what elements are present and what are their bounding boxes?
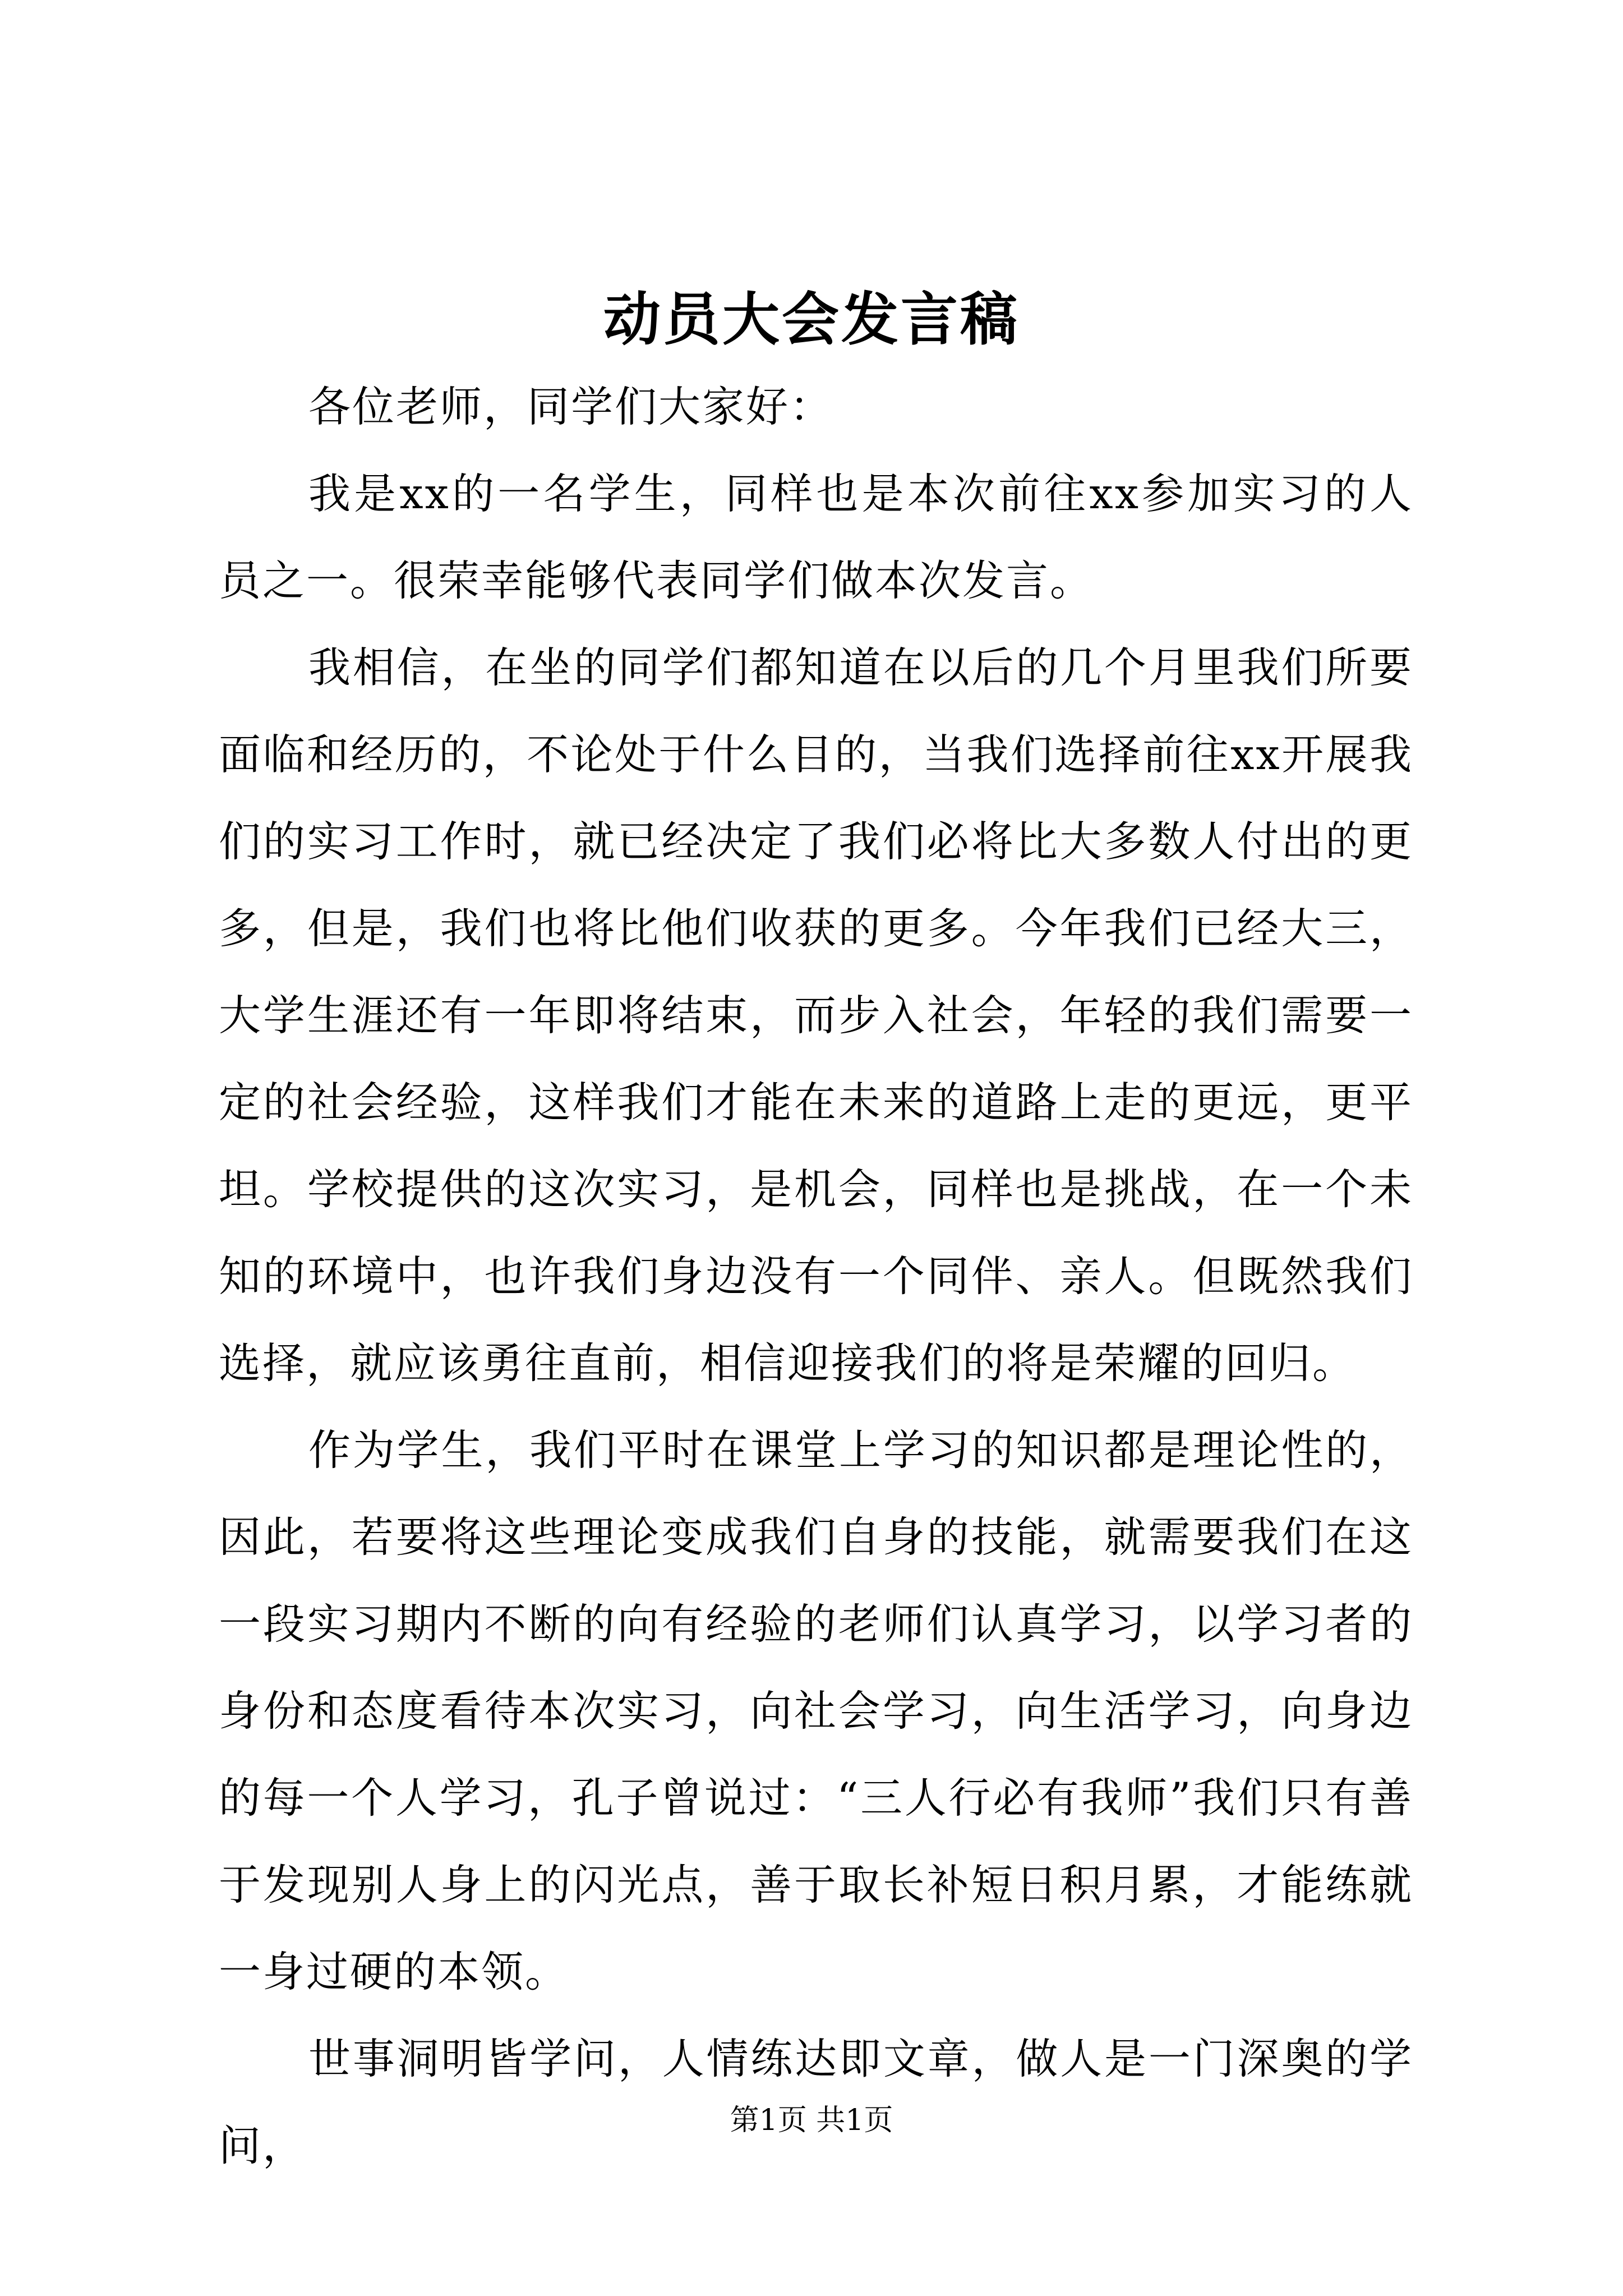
page-number-footer: 第1页 共1页 bbox=[730, 2104, 893, 2137]
paragraph-internship-choice: 我相信，在坐的同学们都知道在以后的几个月里我们所要面临和经历的，不论处于什么目的，当我们选择前往xx开展我们的实习工作时，就已经决定了我们必将比大多数人付出的更多，但是，我们也将比他们收获的更多。今年我们已经大三，大学生涯还有一年即将结束，而步入社会，年轻的我们需要一定的社会经验，这样我们才能在未来的道路上走的更远，更平坦。学校提供的这次实习，是机会，同样也是挑战，在一个未知的环境中，也许我们身边没有一个同伴、亲人。但既然我们选择，就应该勇往直前，相信迎接我们的将是荣耀的回归。 bbox=[219, 643, 1413, 1388]
document-body bbox=[219, 364, 1413, 2189]
paragraph-learning: 作为学生，我们平时在课堂上学习的知识都是理论性的，因此，若要将这些理论变成我们自身的技能，就需要我们在这一段实习期内不断的向有经验的老师们认真学习，以学习者的身份和态度看待本次实习，向社会学习，向生活学习，向身边的每一个人学习，孔子曾说过：“三人行必有我师”我们只有善于发现别人身上的闪光点，善于取长补短日积月累，才能练就一身过硬的本领。 bbox=[219, 1425, 1413, 1996]
paragraph-greeting: 各位老师，同学们大家好： bbox=[308, 382, 834, 431]
paragraph-conduct: 世事洞明皆学问，人情练达即文章，做人是一门深奥的学问， bbox=[219, 2034, 1413, 2170]
paragraph-introduction: 我是xx的一名学生，同样也是本次前往xx参加实习的人员之一。很荣幸能够代表同学们做本次发言。 bbox=[219, 469, 1413, 605]
document-title: 动员大会发言稿 bbox=[603, 286, 1020, 353]
